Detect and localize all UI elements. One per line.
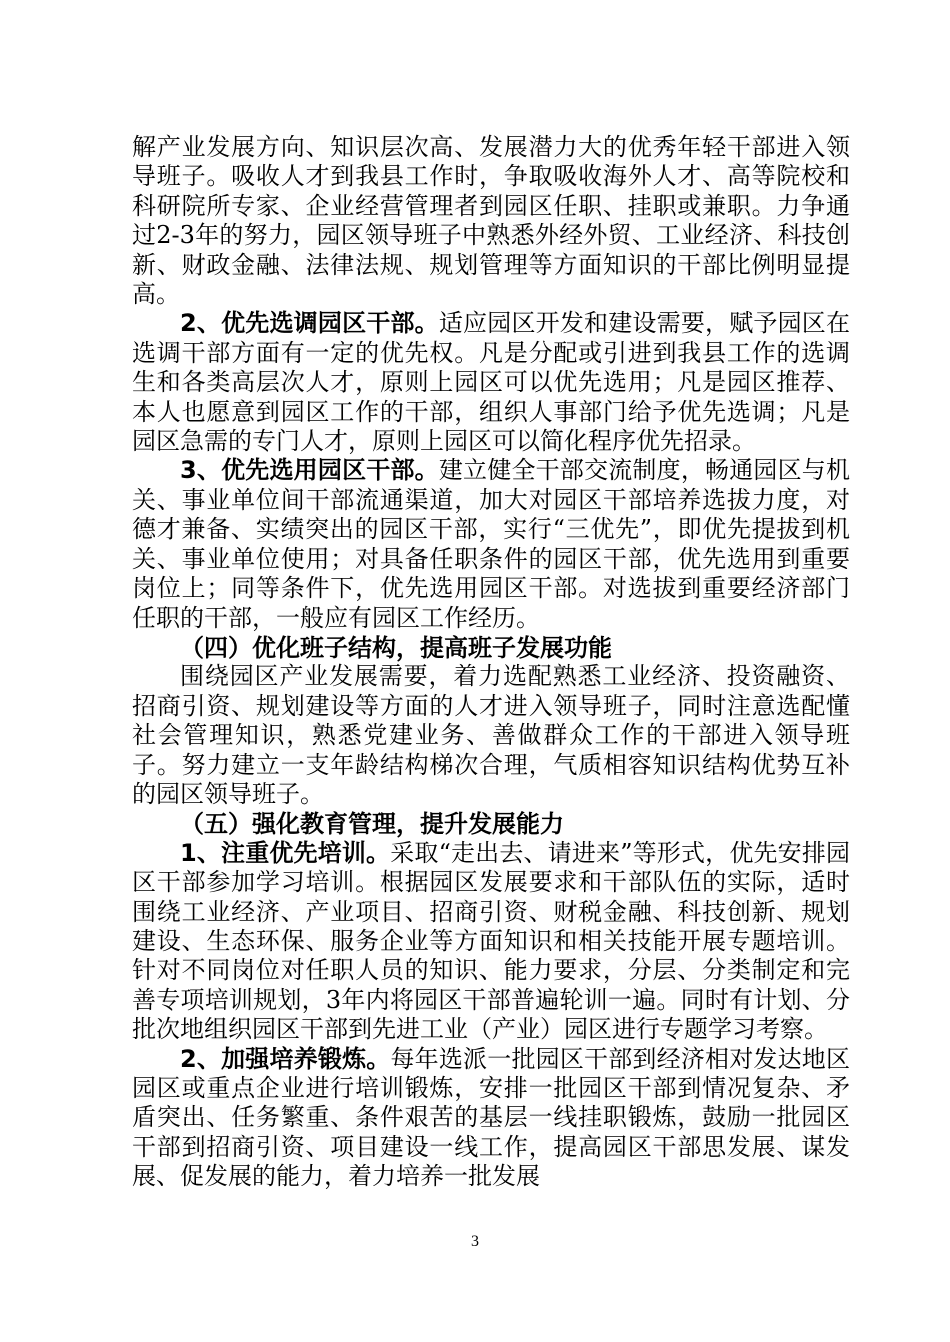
paragraph-1 — [132, 133, 850, 309]
document-body — [132, 133, 850, 1192]
paragraph-text: 围绕园区产业发展需要，着力选配熟悉工业经济、投资融资、招商引资、规划建设等方面的人才进入领导班子，同时注意选配懂社会管理知识，熟悉党建业务、善做群众工作的干部进入领导班子。努力建立一支年龄结构梯次合理，气质相容知识结构优势互补的园区领导班子。 — [132, 662, 850, 808]
paragraph-lead: 3、优先选用园区干部。 — [180, 456, 439, 485]
paragraph-2 — [132, 309, 850, 456]
page-number: 3 — [471, 1233, 479, 1250]
paragraph-text: 每年选派一批园区干部到经济相对发达地区园区或重点企业进行培训锻炼，安排一批园区干部到情况复杂、矛盾突出、任务繁重、条件艰苦的基层一线挂职锻炼，鼓励一批园区干部到招商引资、项目建设一线工作，提高园区干部思发展、谋发展、促发展的能力，着力培养一批发展 — [132, 1044, 850, 1191]
paragraph-lead: 2、加强培养锻炼。 — [180, 1044, 391, 1073]
paragraph-4 — [132, 662, 850, 809]
paragraph-lead: 2、优先选调园区干部。 — [180, 309, 439, 338]
paragraph-6 — [132, 1045, 850, 1192]
paragraph-text: 适应园区开发和建设需要，赋予园区在选调干部方面有一定的优先权。凡是分配或引进到我县工作的选调生和各类高层次人才，原则上园区可以优先选用；凡是园区推荐、本人也愿意到园区工作的干部，组织人事部门给予优先选调；凡是园区急需的专门人才，原则上园区可以简化程序优先招录。 — [132, 309, 850, 456]
paragraph-text: 解产业发展方向、知识层次高、发展潜力大的优秀年轻干部进入领导班子。吸收人才到我县工作时，争取吸收海外人才、高等院校和科研院所专家、企业经营管理者到园区任职、挂职或兼职。力争通过2-3年的努力，园区领导班子中熟悉外经外贸、工业经济、科技创新、财政金融、法律法规、规划管理等方面知识的干部比例明显提高。 — [132, 133, 850, 309]
paragraph-lead: 1、注重优先培训。 — [180, 838, 391, 867]
section-heading-5: （五）强化教育管理，提升发展能力 — [180, 809, 564, 839]
section-heading-4: （四）优化班子结构，提高班子发展功能 — [180, 632, 612, 662]
paragraph-3 — [132, 456, 850, 632]
paragraph-5 — [132, 839, 850, 1045]
paragraph-text: 建立健全干部交流制度，畅通园区与机关、事业单位间干部流通渠道，加大对园区干部培养选拔力度，对德才兼备、实绩突出的园区干部，实行“三优先”，即优先提拔到机关、事业单位使用；对具备任职条件的园区干部，优先选用到重要岗位上；同等条件下，优先选用园区干部。对选拔到重要经济部门任职的干部，一般应有园区工作经历。 — [132, 456, 850, 632]
paragraph-text: 采取“走出去、请进来”等形式，优先安排园区干部参加学习培训。根据园区发展要求和干部队伍的实际，适时围绕工业经济、产业项目、招商引资、财税金融、科技创新、规划建设、生态环保、服务企业等方面知识和相关技能开展专题培训。针对不同岗位对任职人员的知识、能力要求，分层、分类制定和完善专项培训规划，3年内将园区干部普遍轮训一遍。同时有计划、分批次地组织园区干部到先进工业（产业）园区进行专题学习考察。 — [132, 838, 850, 1044]
